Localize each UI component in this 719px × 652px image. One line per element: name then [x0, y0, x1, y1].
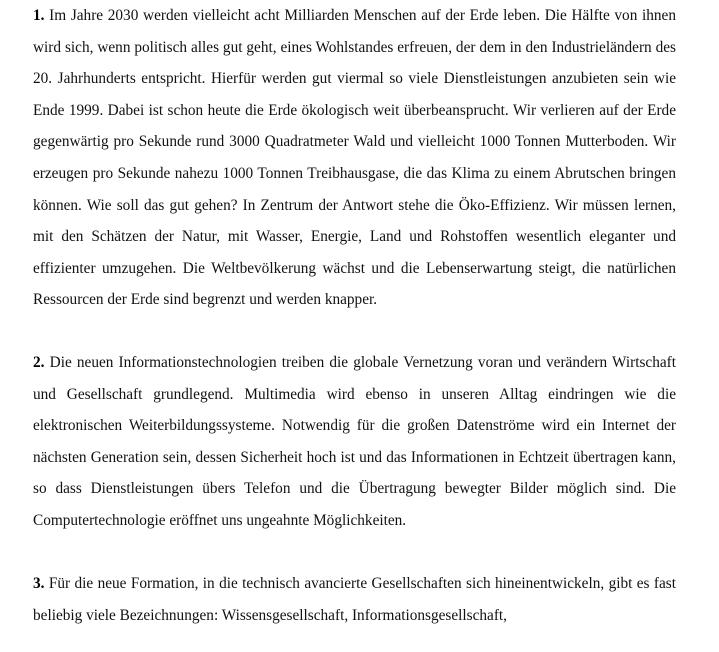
paragraph-3-number: 3. — [33, 575, 45, 592]
paragraph-1-text: Im Jahre 2030 werden vielleicht acht Milliarden Menschen auf der Erde leben. Die Hälfte von ihnen wird sich, wenn politisch alles gut geht, eines Wohlstandes erfreuen, der dem in den Industrieländern des 20. Jahrhunderts entspricht. Hierfür werden gut viermal so viele Dienstleistungen anzubieten sein wie Ende 1999. Dabei ist schon heute die Erde ökologisch weit überbeansprucht. Wir verlieren auf der Erde gegenwärtig pro Sekunde rund 3000 Quadratmeter Wald und vielleicht 1000 Tonnen Mutterboden. Wir erzeugen pro Sekunde nahezu 1000 Tonnen Treibhausgase, die das Klima zu einem Abrutschen bringen können. Wie soll das gut gehen? In Zentrum der Antwort stehe die Öko-Effizienz. Wir müssen lernen, mit den Schätzen der Natur, mit Wasser, Energie, Land und Rohstoffen wesentlich eleganter und effizienter umzugehen. Die Weltbevölkerung wächst und die Lebenserwartung steigt, die natürlichen Ressourcen der Erde sind begrenzt und werden knapper. — [33, 7, 676, 309]
paragraph-1-number: 1. — [33, 7, 45, 24]
paragraph-3 — [33, 568, 676, 631]
paragraph-2-number: 2. — [33, 354, 45, 371]
paragraph-2 — [33, 347, 676, 537]
paragraph-1 — [33, 0, 676, 316]
paragraph-2-text: Die neuen Informationstechnologien treiben die globale Vernetzung voran und verändern Wirtschaft und Gesellschaft grundlegend. Multimedia wird ebenso in unseren Alltag eindringen wie die elektronischen Weiterbildungssysteme. Notwendig für die großen Datenströme wird ein Internet der nächsten Generation sein, dessen Sicherheit hoch ist und das Informationen in Echtzeit übertragen kann, so dass Dienstleistungen übers Telefon und die Übertragung bewegter Bilder möglich sind. Die Computertechnologie eröffnet uns ungeahnte Möglichkeiten. — [33, 354, 676, 529]
paragraph-3-text: Für die neue Formation, in die technisch avancierte Gesellschaften sich hineinentwickeln, gibt es fast beliebig viele Bezeichnungen: Wissensgesellschaft, Informationsgesellschaft, — [33, 575, 676, 624]
